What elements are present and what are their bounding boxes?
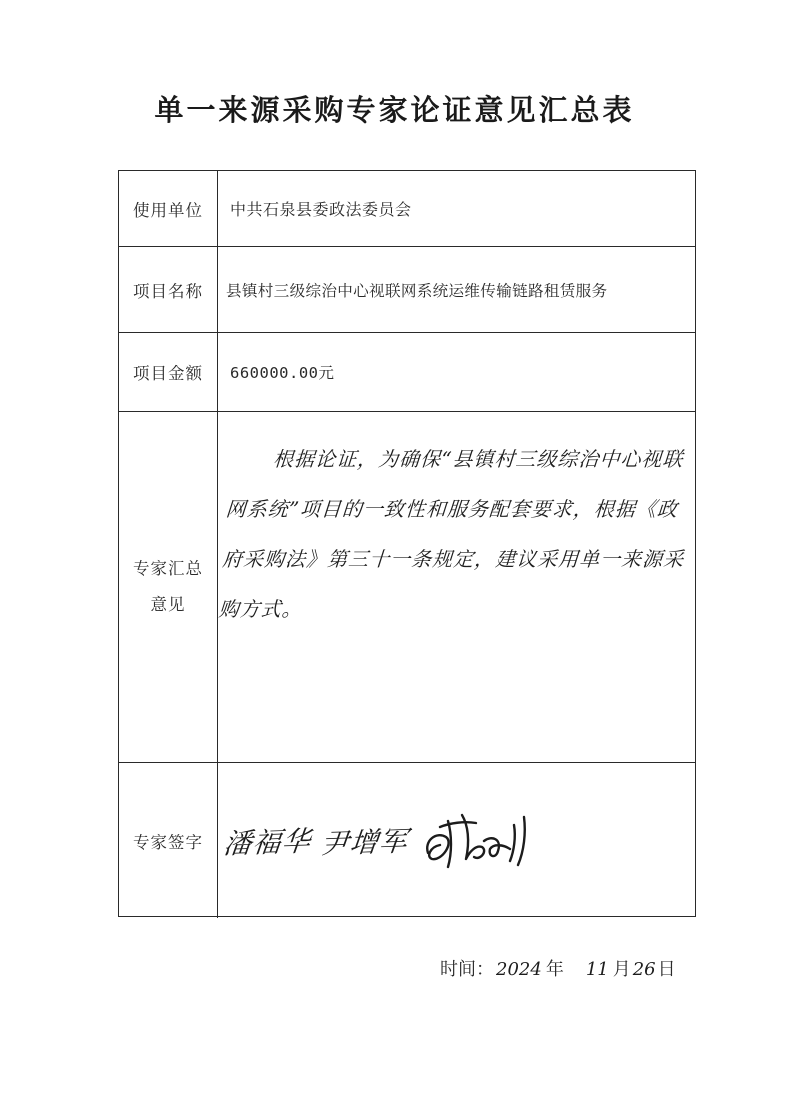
project-name-label: 项目名称 bbox=[119, 247, 218, 332]
date-year: 2024 bbox=[496, 959, 542, 980]
signature-name-1: 潘福华 bbox=[221, 823, 313, 861]
expert-opinion-label-line2: 意见 bbox=[150, 595, 186, 614]
row-expert-opinion bbox=[119, 412, 695, 763]
row-project-amount bbox=[119, 333, 695, 412]
date-month-unit: 月 bbox=[612, 959, 631, 980]
date-day: 26 bbox=[632, 959, 656, 980]
expert-signatures bbox=[218, 763, 695, 918]
expert-opinion-text: 根据论证，为确保“县镇村三级综治中心视联网系统”项目的一致性和服务配套要求，根据《政府采购法》第三十一条规定，建议采用单一来源采购方式。 bbox=[217, 447, 686, 621]
expert-opinion-label-line1: 专家汇总 bbox=[133, 559, 203, 578]
expert-signature-label: 专家签字 bbox=[119, 763, 218, 918]
date-month: 11 bbox=[585, 959, 609, 980]
date-label: 时间： bbox=[440, 959, 494, 980]
date-day-unit: 日 bbox=[657, 959, 676, 980]
row-user-unit bbox=[119, 171, 695, 247]
user-unit-value: 中共石泉县委政法委员会 bbox=[230, 200, 412, 219]
handwritten-signature-scribble bbox=[418, 801, 548, 881]
date-year-unit: 年 bbox=[545, 959, 564, 980]
user-unit-label: 使用单位 bbox=[119, 171, 218, 246]
expert-opinion-cell bbox=[218, 412, 695, 762]
signature-name-2: 尹增军 bbox=[318, 823, 410, 861]
expert-opinion-label bbox=[119, 412, 218, 762]
opinion-summary-table bbox=[118, 170, 696, 917]
row-expert-signature bbox=[119, 763, 695, 918]
document-title: 单一来源采购专家论证意见汇总表 bbox=[154, 93, 635, 127]
project-amount-label: 项目金额 bbox=[119, 333, 218, 411]
project-name-value: 县镇村三级综治中心视联网系统运维传输链路租赁服务 bbox=[226, 281, 608, 300]
project-amount-value: 660000.00元 bbox=[230, 364, 335, 382]
date-line bbox=[440, 955, 676, 981]
row-project-name bbox=[119, 247, 695, 333]
